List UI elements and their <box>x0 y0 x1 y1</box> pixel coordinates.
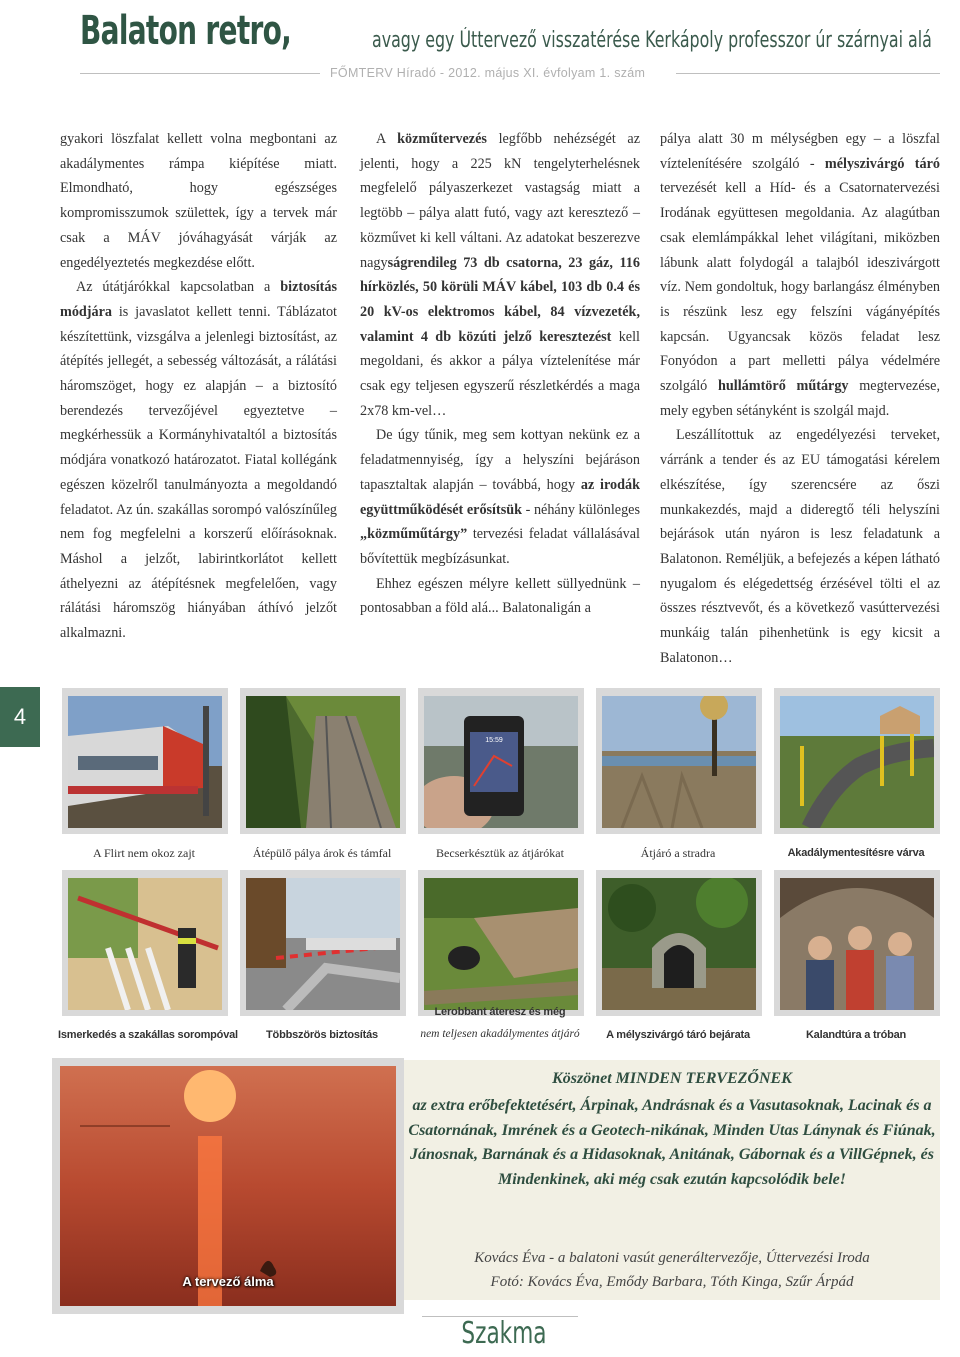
paragraph: A közműtervezés legfőbb nehézségét az jelenti, hogy a 225 kN tengelyterhelésnek megfelelő pályaszerkezet vastagság miatt a legtöbb – pálya alatt futó, vagy azt keresztező – közművet ki kell váltani. Az adatokat beszerezve nagyságrendileg 73 db csatorna, 23 gáz, 116 hírközlés, 50 körüli MÁV kábel, 103 db 0.4 és 20 kV-os elektromos kábel, 84 vízvezeték, valamint 4 db közúti jelző keresztezést kell megoldani, és akkor a pálya víztelenítése már csak egy teljesen egyszerű részletkérdés a maga 2x78 km-vel… <box>360 131 640 419</box>
acknowledgement-heading: Köszönet MINDEN TERVEZŐNEK <box>552 1070 792 1087</box>
photo-caption: Lerobbant áteresz és még <box>434 1006 566 1018</box>
author: Kovács Éva - a balatoni vasút generáltervezője, Úttervezési Iroda <box>474 1250 870 1266</box>
paragraph: Az útátjárókkal kapcsolatban a biztosítás módjára is javaslatot kellett tenni. Táblázatot készítettünk, vizsgálva a jelenlegi biztosítást, az átépítés jellegét, a sebesség változását, a rálátási háromszöget, hogy ez alapján – a biztosító berendezés tervezőjével egyeztetve – megkérhessük a Kormányhivataltól a biztosítás módjára vonatkozó határozatot. Fiatal kollégánk egészen közelről tanulmányozta a megoldandó feladatot. Az ún. szakállas sorompó valószínűleg nem fog megfelelni a korszerű előírásoknak. Máshol a jelzőt, labirintkorlátot kellett áthelyezni az átépítésnek megfelelően, vagy rálátási háromszög hiányában áthívó jelzőt alkalmazni. <box>60 279 337 642</box>
acknowledgement-text: az extra erőbefektetésért, Árpinak, Andrásnak és a Vasutasoknak, Lacinak és a Csatornának, Imrének és a Geotech-nikának, Minden Utas Lánynak és Fiúnak, Jánosnak, Barnának és a Hidasoknak, Anitának, Gábornak és a VillGépnek, és Mindenkinek, aki még csak ezután kapcsolódik bele! <box>408 1097 936 1188</box>
photo-barrier <box>62 870 228 1016</box>
header-rule-left <box>80 73 320 74</box>
photo-multiple-protection <box>240 870 406 1016</box>
article-title: Balaton retro, <box>80 8 292 54</box>
paragraph: Ehhez egészen mélyre kellett süllyednünk – pontosabban a föld alá... Balatonaligán a <box>360 575 640 617</box>
paragraph: De úgy tűnik, meg sem kottyan nekünk ez a feladatmennyiség, így a helyszíni bejáráson tapasztaltak alapján – továbbá, hogy az irodák együttműködését erősítsük - néhány különleges „közműműtárgy” tervezési feladat vállalásával bővítettük megbízásunkat. <box>360 427 641 567</box>
issue-info: FŐMTERV Híradó - 2012. május XI. évfolyam 1. szám <box>330 66 646 80</box>
photo-caption: A mélyszivárgó táró bejárata <box>606 1029 750 1041</box>
byline <box>404 1246 940 1294</box>
photo-train <box>62 688 228 834</box>
text-column-2 <box>360 127 640 621</box>
article-subtitle: avagy egy Úttervező visszatérése Kerkápoly professzor úr szárnyai alá <box>372 28 932 53</box>
photo-sunset <box>52 1058 404 1314</box>
photo-caption: Ismerkedés a szakállas sorompóval <box>58 1029 238 1041</box>
photo-caption-line2: nem teljesen akadálymentes átjáró <box>420 1028 580 1040</box>
section-label: Szakma <box>461 1316 547 1351</box>
sunset-caption: A tervező álma <box>182 1274 274 1289</box>
photo-caption: Kalandtúra a tróban <box>805 1029 907 1041</box>
photo-caption: A Flirt nem okoz zajt <box>93 846 195 860</box>
photo-culvert <box>418 870 584 1016</box>
acknowledgement-box <box>404 1060 940 1300</box>
photo-caption: Átjáró a stradra <box>640 846 716 860</box>
header-rule-right <box>676 73 940 74</box>
photo-credit: Fotó: Kovács Éva, Emődy Barbara, Tóth Kinga, Szűr Árpád <box>490 1274 854 1290</box>
photo-track-ditch <box>240 688 406 834</box>
photo-caption: Becserkésztük az átjárókat <box>436 846 564 860</box>
photo-beach-crossing <box>596 688 762 834</box>
paragraph: pálya alatt 30 m mélységben egy – a löszfal víztelenítésére szolgáló - mélyszivárgó táró tervezését kell a Híd- és a Csatornatervezési Irodának együttesen megoldania. Az alagútban csak elemlámpákkal lehet világítani, miközben lábunk alatt folydogál a talajból ideszivárgott víz. Nem gondoltuk, hogy barlangász élményben is részünk lesz egy felszíni vágányépítés kapcsán. Ugyancsak közös feladat lesz Fonyódon a part melletti pálya védelmére szolgáló hullámtörő műtárgy megtervezése, mely egyben sétányként is szolgál majd. <box>660 131 940 419</box>
photo-tunnel-entrance <box>596 870 762 1016</box>
photo-caption: Akadálymentesítésre várva <box>787 847 925 859</box>
page-header <box>80 8 940 54</box>
text-column-1 <box>60 127 337 646</box>
photo-caption: Többszörös biztosítás <box>266 1029 378 1041</box>
photo-tunnel-adventure <box>774 870 940 1016</box>
text-column-3 <box>660 127 940 670</box>
paragraph: Leszállítottuk az engedélyezési terveket, várránk a tender és az EU támogatási kérelem elkészítése, így szerencsére az őszi munkakezdés, majd a dideregtő téli helyszíni bejárások után nyáron is lesz feladatunk a Balatonon. Reméljük, a befejezés a képen látható nyugalom és elégedettség érzésével tölti el az összes résztvevőt, és a következő vasúttervezési munkáig talán pihenhetünk is egy kicsit a Balatonon… <box>660 427 940 666</box>
gps-time: 15:59 <box>485 737 503 744</box>
photo-accessible-path <box>774 688 940 834</box>
photo-gps <box>418 688 584 834</box>
page-number: 4 <box>0 687 40 747</box>
photo-caption: Átépülő pálya árok és támfal <box>252 846 392 860</box>
paragraph: gyakori löszfalat kellett volna megbontani az akadálymentes rámpa kiépítése miatt. Elmondható, hogy egészséges kompromisszumok születtek, így a tervek már csak a MÁV jóváhagyását várják az engedélyeztetés megkezdése előtt. <box>60 131 337 271</box>
